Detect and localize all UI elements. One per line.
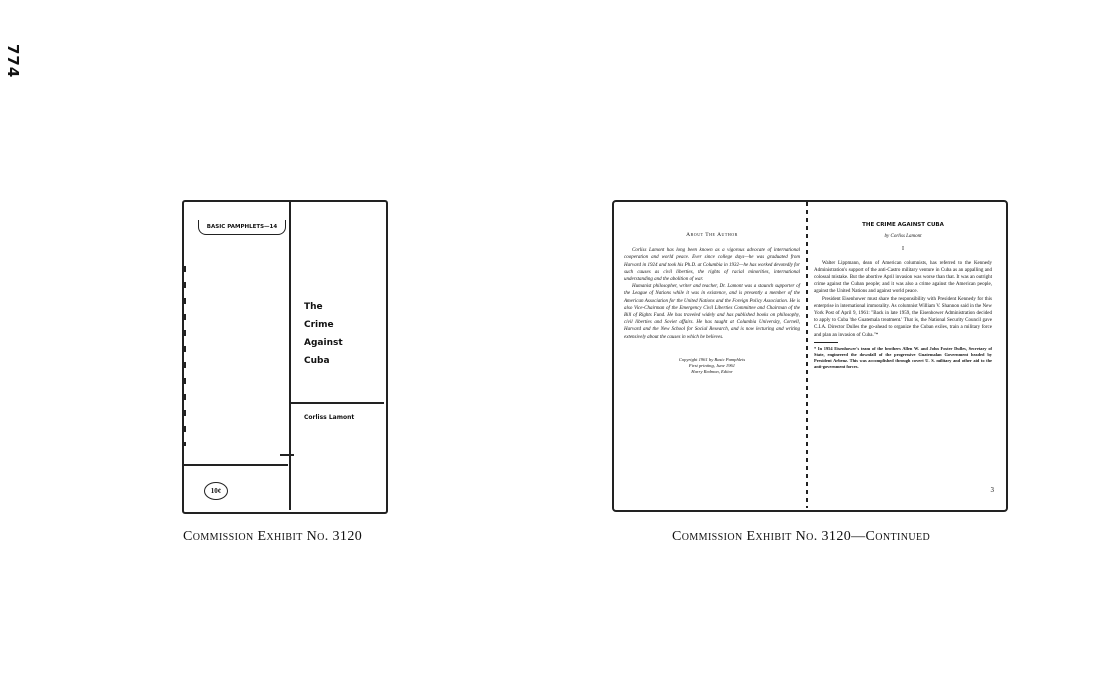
cover-author: Corliss Lamont <box>304 414 355 421</box>
article-page-number: 3 <box>990 486 994 494</box>
cover-title <box>304 298 343 370</box>
article-page <box>814 222 992 370</box>
series-label: BASIC PAMPHLETS—14 <box>198 220 286 235</box>
copyright-line: Harry Redmon, Editor <box>691 368 733 374</box>
article-title: THE CRIME AGAINST CUBA <box>862 222 944 228</box>
about-author-heading: About The Author <box>686 232 738 238</box>
copyright-line: First printing, June 1961 <box>688 362 736 368</box>
price-badge: 10¢ <box>204 482 228 500</box>
copyright-block <box>624 357 800 375</box>
section-number: I <box>902 246 904 253</box>
caption-exhibit-3120: Commission Exhibit No. 3120 <box>183 529 363 544</box>
cover-dash <box>280 454 294 456</box>
footnote-rule <box>814 342 838 343</box>
cover-title-line: The <box>304 302 323 312</box>
cover-left-panel <box>184 202 289 510</box>
about-author-paragraph: Corliss Lamont has long been known as a vigorous advocate of international cooperation and world peace. Ever since college days—he was graduated from Harvard in 1924 and took his Ph.D. at Columbia in 1932—he has worked devotedly for such causes as civil liberties, the rights of racial minorities, international understanding and the abolition of war. <box>624 248 800 283</box>
page-number: 774 <box>4 44 22 79</box>
cover-bottom-box <box>184 464 288 512</box>
cover-edge-marks <box>184 266 186 446</box>
cover-title-line: Cuba <box>304 356 330 366</box>
article-paragraph: President Eisenhower must share the responsibility with President Kennedy for this enterprise in international immorality. As columnist William V. Shannon said in the New York Post of April 9, 1961: "Back in late 1959, the Eisenhower Administration decided to apply to Cuba 'the Guatemala treatment.' That is, the National Security Council gave C.I.A. Director Dulles the go-ahead to organize the Cuban exiles, train a military force and plan an invasion of Cuba."* <box>814 296 992 338</box>
article-paragraph: Walter Lippmann, dean of American columnists, has referred to the Kennedy Administration's support of the anti-Castro military venture in Cuba as an appalling and colossal mistake. But the abortive April invasion was worse than that. It was an outright crime against the Cuban people; and it was also a crime against the American people, against the United Nations and against world peace. <box>814 260 992 295</box>
article-footnote: * In 1954 Eisenhower's team of the brothers Allen W. and John Foster Dulles, Secretary of State, engineered the downfall of the progressive Guatemalan Government headed by President Arbenz. This was accomplished through covert U. S. military and other aid to the anti-government forces. <box>814 345 992 369</box>
cover-divider <box>291 402 384 404</box>
about-author-page <box>624 232 800 375</box>
caption-exhibit-3120-continued: Commission Exhibit No. 3120—Continued <box>672 529 931 544</box>
article-byline: by Corliss Lamont <box>884 234 922 240</box>
booklet-spine <box>806 202 808 508</box>
cover-title-line: Crime <box>304 320 334 330</box>
pamphlet-cover <box>182 200 388 514</box>
about-author-paragraph: Humanist philosopher, writer and teacher, Dr. Lamont was a staunch supporter of the League of Nations while it was in existence, and is presently a member of the American Association for the United Nations and the Foreign Policy Association. He is also Vice-Chairman of the Emergency Civil Liberties Committee and Chairman of the Bill of Rights Fund. He has traveled widely and has published books on philosophy, civil liberties and Soviet affairs. He has taught at Columbia University, Cornell, Harvard and the New School for Social Research, and is now lecturing and writing extensively about the causes in which he believes. <box>624 284 800 340</box>
copyright-line: Copyright 1961 by Basic Pamphlets <box>678 356 746 362</box>
open-booklet <box>612 200 1008 512</box>
cover-title-line: Against <box>304 338 343 348</box>
